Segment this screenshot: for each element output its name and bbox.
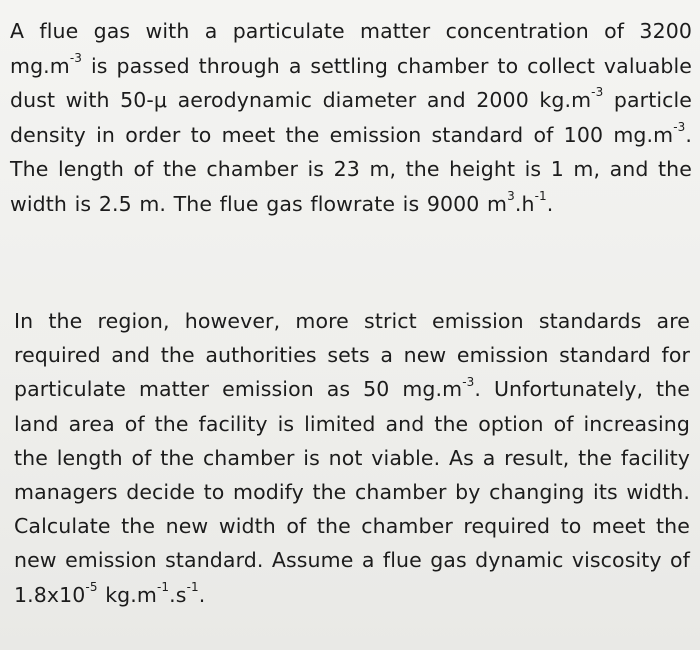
p2-text-2: . Unfortunately, the land area of the facility is limited and the option of increasing the length of the chamber is not viable. As a result, the facility managers decide to modify the chamber by changing its width. Calculate the new width of the chamber required to meet the new emission standard. Assume a flue gas dynamic viscosity of 1.8x10 [14,377,690,607]
p1-sup-5: -1 [534,189,547,204]
p1-sup-3: -3 [673,119,686,134]
p2-text-4: .s [169,582,187,607]
p2-sup-4: -1 [186,579,199,594]
p2-sup-2: -5 [85,579,98,594]
p2-text-1: In the region, however, more strict emission standards are required and the authorities sets a new emission standard for particulate matter emission as 50 mg.m [14,309,690,402]
p1-sup-4: 3 [507,189,515,204]
p2-sup-3: -1 [156,579,170,594]
p1-text-2: is passed through a settling chamber to collect valuable dust with 50-μ aerodynamic diameter and 2000 kg.m [10,53,692,113]
problem-paragraph-2 [14,304,690,612]
p2-text-5: . [198,582,206,607]
p1-text-3: particle density in order to meet the emission standard of 100 mg.m [10,88,693,147]
p1-text-5: .h [514,191,535,216]
problem-paragraph-1 [10,14,692,222]
p1-text-6: . [546,191,554,216]
p2-text-3: kg.m [97,582,157,607]
p1-sup-1: -3 [69,50,83,65]
p1-text-1: A flue gas with a particulate matter concentration of 3200 mg.m [10,19,692,78]
p1-sup-2: -3 [591,85,604,100]
p2-sup-1: -3 [462,374,475,389]
p1-text-4: . The length of the chamber is 23 m, the height is 1 m, and the width is 2.5 m. The flue gas flowrate is 9000 m [10,122,692,216]
